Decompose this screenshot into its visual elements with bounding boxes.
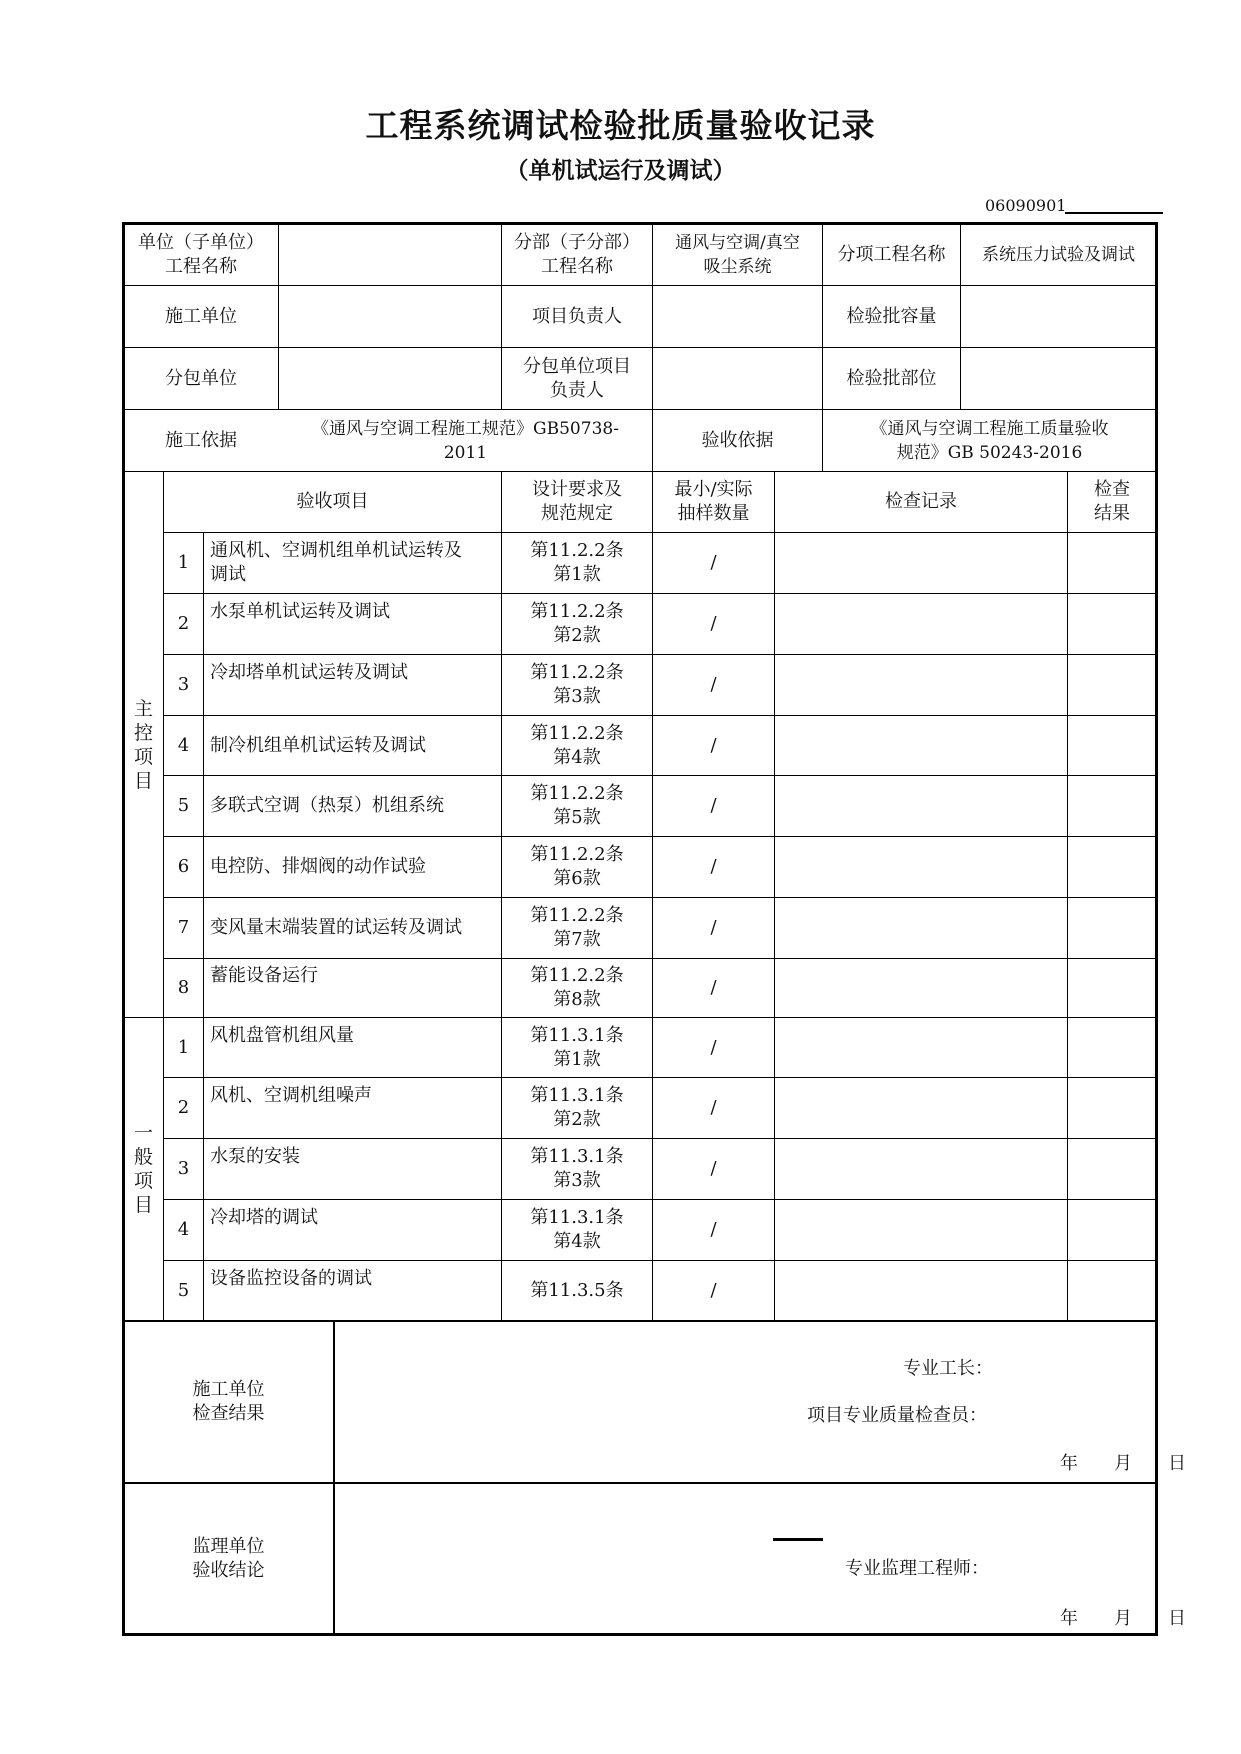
item-requirement: 第11.3.1条 第3款 bbox=[530, 1146, 624, 1191]
batch-location-label: 检验批部位 bbox=[846, 367, 937, 389]
sub-manager-label: 分包单位项目 负责人 bbox=[523, 355, 631, 401]
subitem-value[interactable]: 系统压力试验及调试 bbox=[982, 244, 1135, 265]
item-sample: / bbox=[710, 917, 717, 938]
item-name: 通风机、空调机组单机试运转及 调试 bbox=[210, 540, 462, 585]
subitem-label: 分项工程名称 bbox=[837, 243, 946, 265]
item-name: 设备监控设备的调试 bbox=[210, 1268, 372, 1289]
construction-date: 年 月 日 bbox=[1060, 1453, 1186, 1474]
item-requirement: 第11.2.2条 第7款 bbox=[530, 905, 624, 950]
item-requirement: 第11.2.2条 第3款 bbox=[530, 662, 624, 707]
row-number: 8 bbox=[177, 977, 190, 998]
construction-basis-label: 施工依据 bbox=[165, 429, 237, 451]
item-requirement: 第11.3.1条 第4款 bbox=[530, 1207, 624, 1252]
main-control-group-label: 主 控 项 目 bbox=[133, 697, 153, 792]
item-sample: / bbox=[710, 856, 717, 877]
subcontractor-label: 分包单位 bbox=[165, 367, 237, 389]
subdivision-value[interactable]: 通风与空调/真空 吸尘系统 bbox=[675, 232, 800, 277]
item-sample: / bbox=[710, 1097, 717, 1118]
subdivision-label: 分部（子分部） 工程名称 bbox=[514, 231, 640, 277]
item-sample: / bbox=[710, 674, 717, 695]
foreman-signature-label: 专业工长： bbox=[903, 1358, 993, 1379]
item-requirement: 第11.2.2条 第4款 bbox=[530, 722, 624, 768]
item-requirement: 第11.3.5条 bbox=[530, 1279, 624, 1301]
item-sample: / bbox=[710, 1158, 717, 1179]
supervision-conclusion-label: 监理单位 验收结论 bbox=[192, 1536, 265, 1581]
item-requirement: 第11.2.2条 第8款 bbox=[530, 965, 624, 1010]
col-requirement-header: 设计要求及 规范规定 bbox=[532, 479, 622, 524]
item-name: 多联式空调（热泵）机组系统 bbox=[210, 795, 444, 816]
item-requirement: 第11.3.1条 第1款 bbox=[530, 1024, 624, 1070]
contractor-label: 施工单位 bbox=[165, 305, 237, 327]
acceptance-basis-label: 验收依据 bbox=[701, 429, 774, 451]
item-sample: / bbox=[710, 613, 717, 634]
item-requirement: 第11.2.2条 第1款 bbox=[530, 540, 624, 585]
rule bbox=[1067, 471, 1068, 1320]
item-name: 变风量末端装置的试运转及调试 bbox=[210, 917, 462, 938]
supervision-date: 年 月 日 bbox=[1060, 1608, 1186, 1629]
form-code: 06090901 bbox=[985, 196, 1067, 215]
supervision-engineer-signature-label: 专业监理工程师： bbox=[845, 1558, 989, 1579]
col-result-header: 检查 结果 bbox=[1094, 479, 1130, 524]
page-subtitle: （单机试运行及调试） bbox=[505, 158, 736, 184]
item-requirement: 第11.2.2条 第6款 bbox=[530, 844, 624, 889]
item-sample: / bbox=[710, 977, 717, 998]
item-sample: / bbox=[710, 552, 717, 573]
item-sample: / bbox=[710, 1219, 717, 1240]
item-sample: / bbox=[710, 795, 717, 816]
construction-check-label: 施工单位 检查结果 bbox=[192, 1379, 265, 1424]
item-sample: / bbox=[710, 1036, 717, 1058]
item-name: 水泵的安装 bbox=[210, 1146, 300, 1167]
col-record-header: 检查记录 bbox=[885, 491, 957, 512]
general-group-label: 一 般 项 目 bbox=[133, 1122, 153, 1216]
row-number: 7 bbox=[177, 917, 190, 938]
unit-name-label: 单位（子单位） 工程名称 bbox=[138, 231, 264, 277]
acceptance-basis-value: 《通风与空调工程施工质量验收 规范》GB 50243-2016 bbox=[870, 418, 1109, 463]
quality-inspector-signature-label: 项目专业质量检查员： bbox=[807, 1405, 987, 1426]
project-manager-label: 项目负责人 bbox=[532, 305, 622, 327]
item-sample: / bbox=[710, 1279, 717, 1301]
row-number: 6 bbox=[177, 856, 190, 877]
col-item-header: 验收项目 bbox=[296, 491, 369, 512]
page-title: 工程系统调试检验批质量验收记录 bbox=[365, 106, 876, 145]
row-number: 4 bbox=[177, 734, 190, 756]
row-number: 2 bbox=[177, 1097, 190, 1118]
signature-mark bbox=[773, 1538, 823, 1541]
item-name: 风机盘管机组风量 bbox=[210, 1025, 354, 1046]
row-number: 1 bbox=[177, 1036, 190, 1058]
item-name: 冷却塔的调试 bbox=[210, 1207, 318, 1228]
item-name: 冷却塔单机试运转及调试 bbox=[210, 662, 408, 683]
batch-capacity-label: 检验批容量 bbox=[846, 305, 937, 327]
item-name: 电控防、排烟阀的动作试验 bbox=[210, 856, 426, 877]
code-underline bbox=[1065, 212, 1163, 214]
row-number: 1 bbox=[177, 552, 190, 573]
construction-basis-value: 《通风与空调工程施工规范》GB50738- 2011 bbox=[312, 418, 619, 463]
item-name: 风机、空调机组噪声 bbox=[210, 1085, 372, 1106]
item-sample: / bbox=[710, 734, 717, 756]
row-number: 3 bbox=[177, 674, 190, 695]
row-number: 3 bbox=[177, 1158, 190, 1179]
row-number: 4 bbox=[177, 1219, 190, 1240]
item-name: 制冷机组单机试运转及调试 bbox=[210, 734, 426, 756]
row-number: 2 bbox=[177, 613, 190, 634]
row-number: 5 bbox=[177, 795, 190, 816]
item-requirement: 第11.3.1条 第2款 bbox=[530, 1085, 624, 1130]
item-requirement: 第11.2.2条 第2款 bbox=[530, 601, 624, 646]
item-name: 水泵单机试运转及调试 bbox=[210, 601, 390, 622]
row-number: 5 bbox=[177, 1279, 190, 1301]
rule bbox=[774, 471, 775, 1320]
unit-name-value[interactable] bbox=[279, 224, 501, 285]
col-sample-header: 最小/实际 抽样数量 bbox=[674, 479, 753, 524]
item-requirement: 第11.2.2条 第5款 bbox=[530, 783, 624, 828]
rule bbox=[333, 1320, 335, 1636]
item-name: 蓄能设备运行 bbox=[210, 965, 318, 986]
